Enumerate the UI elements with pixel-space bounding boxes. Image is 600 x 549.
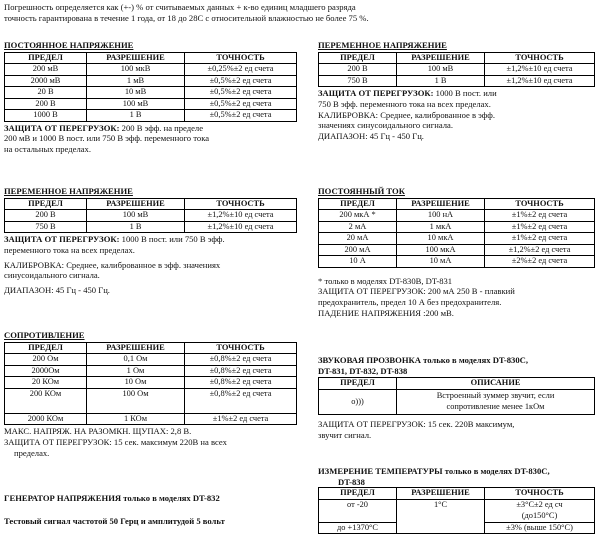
protection-value: 200 В эфф. на пределе [119,122,204,133]
cell: 2000 мВ [5,75,87,87]
cell: ±1,2%±10 ед счета [485,64,595,76]
cell: 750 В [319,75,397,87]
cell: 2000 КОм [5,413,87,425]
cell: 750 В [5,221,87,233]
table-row [5,98,297,110]
col-header: ПРЕДЕЛ [319,52,397,64]
ac-voltage-table-right [318,52,595,88]
cell: 200 мА [319,244,397,256]
cell: 200 В [5,98,87,110]
cell: 200 мкА * [319,210,397,222]
cell: ±0,5%±2 ед счета [185,87,297,99]
table-row [319,244,595,256]
generator-text: Тестовый сигнал частотой 50 Герц и амплитудой 5 вольт [4,515,225,526]
protection-value: 1000 В пост. или 750 В эфф. [119,234,225,245]
cell: 20 мА [319,233,397,245]
cell: 1 мВ [87,75,185,87]
table-row [5,365,297,377]
section-title: ИЗМЕРЕНИЕ ТЕМПЕРАТУРЫ только в моделях DT-830C, [318,466,550,476]
cell: 1 мкА [397,221,485,233]
cell: ±0,8%±2 ед счета [185,365,297,377]
cell: 1 КОм [87,413,185,425]
table-row [5,210,297,222]
protection-line: ЗАЩИТА ОТ ПЕРЕГРУЗОК: 15 сек. максимум 220В на всех [4,436,227,447]
calibration-line: значениях синусоидального сигнала. [318,120,454,131]
continuity-section [318,355,594,440]
protection-line: звучит сигнал. [318,429,372,440]
cell: 100 мВ [397,64,485,76]
cell: 10 Ом [87,377,185,389]
col-header: ПРЕДЕЛ [5,198,87,210]
range-line: ДИАПАЗОН: 45 Гц - 450 Гц. [318,131,424,142]
cell: 100 мкА [397,244,485,256]
cell: 100 нА [397,210,485,222]
protection-label: ЗАЩИТА ОТ ПЕРЕГРУЗОК: [4,234,120,245]
section-title: DT-838 [338,476,365,487]
accuracy-line: ±3°C±2 ед сч [516,500,563,510]
voltage-drop-line: ПАДЕНИЕ НАПРЯЖЕНИЯ :200 мВ. [318,307,454,318]
cell: 100 мВ [87,210,185,222]
col-header: РАЗРЕШЕНИЕ [87,342,185,354]
protection-line: 750 В эфф. переменного тока на всех пределах. [318,98,491,109]
intro-text [4,2,594,23]
ac-voltage-section-right [318,40,594,142]
table-row [319,75,595,87]
cell: 200 КОм [5,388,87,413]
protection-line: 200 мВ и 1000 В пост. или 750 В эфф. переменного тока [4,133,210,144]
cell: ±0,8%±2 ед счета [185,377,297,389]
protection-label: ЗАЩИТА ОТ ПЕРЕГРУЗОК: [4,122,120,133]
table-row [5,75,297,87]
cell: 2 мА [319,221,397,233]
range-line: ДИАПАЗОН: 45 Гц - 450 Гц. [4,285,110,296]
intro-line: Погрешность определяется как (+-) % от считываемых данных + к-во единиц младшего разряда [4,2,356,12]
protection-line: ЗАЩИТА ОТ ПЕРЕГРУЗОК: 15 сек. 220В максимум, [318,418,515,429]
accuracy-line: (до150°C) [521,510,558,520]
continuity-table [318,377,595,415]
col-header: ОПИСАНИЕ [397,378,595,390]
cell: 1 Ом [87,365,185,377]
table-row [5,87,297,99]
cell: 1 В [87,110,185,122]
cell: 100 мкВ [87,64,185,76]
col-header: ТОЧНОСТЬ [485,52,595,64]
protection-text [318,88,594,99]
resistance-section [4,330,296,458]
table-row [319,210,595,222]
buzzer-symbol: o))) [319,389,397,414]
table-row [5,221,297,233]
cell: 20 В [5,87,87,99]
section-title: ГЕНЕРАТОР НАПРЯЖЕНИЯ только в моделях DT-832 [4,493,220,503]
cell: 200 Ом [5,354,87,366]
cell: 200 В [5,210,87,222]
protection-label: ЗАЩИТА ОТ ПЕРЕГРУЗОК: [318,88,434,99]
cell: 200 В [319,64,397,76]
cell: ±0,5%±2 ед счета [185,110,297,122]
protection-line: пределах. [14,447,50,458]
cell: ±0,5%±2 ед счета [185,98,297,110]
table-row [319,499,595,522]
table-row [319,256,595,268]
protection-line: предохранитель, предел 10 А без предохранителя. [318,297,502,308]
col-header: ПРЕДЕЛ [5,342,87,354]
cell: 1 В [397,75,485,87]
table-row [5,413,297,425]
cell: ±0,5%±2 ед счета [185,75,297,87]
col-header: РАЗРЕШЕНИЕ [397,52,485,64]
resistance-table [4,342,297,426]
cell: 200 мВ [5,64,87,76]
cell: ±1%±2 ед счета [185,413,297,425]
cell: 100 Ом [87,388,185,413]
cell: ±1,2%±10 ед счета [185,210,297,222]
cell: ±2%±2 ед счета [485,256,595,268]
cell: 0,1 Ом [87,354,185,366]
cell: 10 мА [397,256,485,268]
col-header: РАЗРЕШЕНИЕ [397,488,485,500]
col-header: ПРЕДЕЛ [319,198,397,210]
col-header: ПРЕДЕЛ [319,378,397,390]
calibration-line: КАЛИБРОВКА: Среднее, калиброванное в эфф. [318,109,496,120]
table-row [5,64,297,76]
col-header: РАЗРЕШЕНИЕ [87,198,185,210]
resolution-cell: 1°C [397,499,485,534]
ac-voltage-section [4,186,296,296]
table-row [5,377,297,389]
protection-line: на остальных пределах. [4,144,91,155]
cell: 100 мВ [87,98,185,110]
section-title: СОПРОТИВЛЕНИЕ [4,330,85,340]
cell: 2000Ом [5,365,87,377]
table-row [319,389,595,414]
cell: ±1,2%±10 ед счета [185,221,297,233]
cell: ±1,2%±10 ед счета [485,75,595,87]
section-title: DT-831, DT-832, DT-838 [318,365,408,376]
dc-current-section [318,186,594,319]
col-header: ТОЧНОСТЬ [485,198,595,210]
table-row [5,110,297,122]
col-header: ТОЧНОСТЬ [185,52,297,64]
section-title: ЗВУКОВАЯ ПРОЗВОНКА только в моделях DT-830C, [318,355,528,365]
protection-text [4,123,296,134]
description-line: Встроенный зуммер звучит, если [436,391,555,401]
table-row [5,354,297,366]
temperature-table [318,487,595,534]
cell: ±0,8%±2 ед счета [185,354,297,366]
accuracy-cell: ±3% (выше 150°C) [485,522,595,534]
protection-line: переменного тока на всех пределах. [4,244,135,255]
cell: 20 КОм [5,377,87,389]
cell: ±1%±2 ед счета [485,221,595,233]
col-header: РАЗРЕШЕНИЕ [87,52,185,64]
ac-voltage-table [4,198,297,234]
generator-section [4,493,296,526]
cell: 10 А [319,256,397,268]
table-row [319,221,595,233]
cell: ±1%±2 ед счета [485,233,595,245]
dc-voltage-section [4,40,296,155]
cell: 10 мкА [397,233,485,245]
temperature-section [318,466,594,534]
table-row [319,64,595,76]
dc-current-table [318,198,595,268]
col-header: РАЗРЕШЕНИЕ [397,198,485,210]
range-low: от -20 [319,499,397,522]
range-high: до +1370°C [319,522,397,534]
cell: 10 мВ [87,87,185,99]
intro-line: точность гарантирована в течение 1 года, от 18 до 28С с относительной влажностью не более 75 %. [4,12,369,23]
dc-voltage-table [4,52,297,122]
accuracy-cell [485,499,595,522]
protection-value: 1000 В пост. или [433,88,497,99]
cell: 1000 В [5,110,87,122]
cell [397,389,595,414]
table-row [319,233,595,245]
max-voltage-line: МАКС. НАПРЯЖ. НА РАЗОМКН. ЩУПАХ: 2,8 В. [4,426,192,437]
description-line: сопротивление менее 1кОм [446,401,545,411]
section-title: ПЕРЕМЕННОЕ НАПРЯЖЕНИЕ [318,40,447,50]
cell: ±0,8%±2 ед счета [185,388,297,413]
footnote: * только в моделях DT-830B, DT-831 [318,275,453,286]
col-header: ТОЧНОСТЬ [185,342,297,354]
cell: 1 В [87,221,185,233]
calibration-line: синусоидального сигнала. [4,270,100,281]
section-title: ПОСТОЯННОЕ НАПРЯЖЕНИЕ [4,40,134,50]
section-title: ПЕРЕМЕННОЕ НАПРЯЖЕНИЕ [4,186,133,196]
cell: ±0,25%±2 ед счета [185,64,297,76]
section-title: ПОСТОЯННЫЙ ТОК [318,186,405,196]
cell: ±1%±2 ед счета [485,210,595,222]
table-row [5,388,297,413]
col-header: ПРЕДЕЛ [5,52,87,64]
protection-line: ЗАЩИТА ОТ ПЕРЕГРУЗОК: 200 мА 250 В - плавкий [318,286,515,297]
cell: ±1,2%±2 ед счета [485,244,595,256]
col-header: ТОЧНОСТЬ [485,488,595,500]
calibration-line: КАЛИБРОВКА: Среднее, калиброванное в эфф. значениях [4,259,221,270]
protection-text [4,234,296,245]
col-header: ТОЧНОСТЬ [185,198,297,210]
col-header: ПРЕДЕЛ [319,488,397,500]
